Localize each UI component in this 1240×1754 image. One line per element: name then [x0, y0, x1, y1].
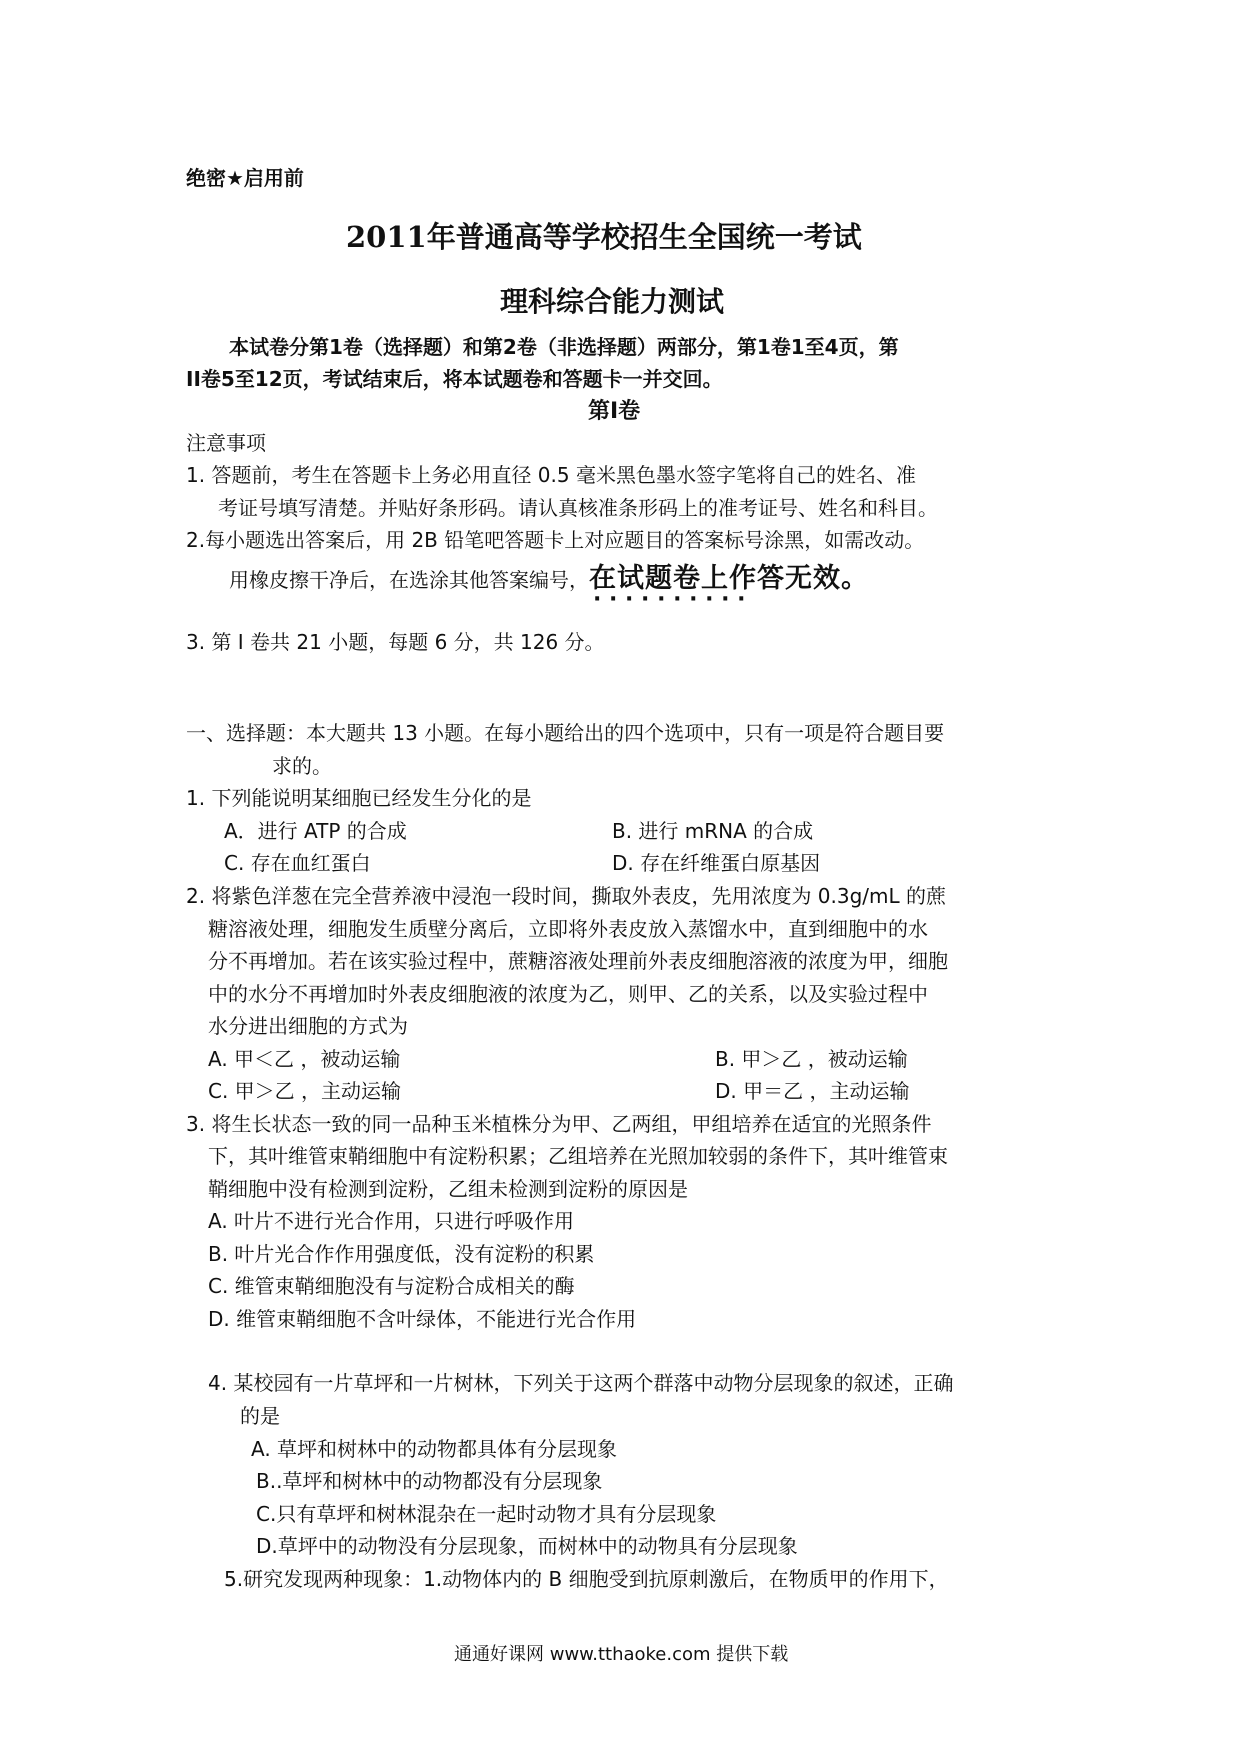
question-stem-line-1: 3. 将生长状态一致的同一品种玉米植株分为甲、乙两组，甲组培养在适宜的光照条件 [186, 1112, 932, 1136]
question-stem-line-2: 下，其叶维管束鞘细胞中有淀粉积累；乙组培养在光照加较弱的条件下，其叶维管束 [208, 1144, 948, 1168]
option-a: A. 甲＜乙 ，被动运输 [208, 1047, 401, 1071]
section-heading-line-1: 一、选择题：本大题共 13 小题。在每小题给出的四个选项中，只有一项是符合题目要 [186, 721, 945, 745]
option-c: C. 维管束鞘细胞没有与淀粉合成相关的酶 [208, 1274, 575, 1298]
option-d: D. 存在纤维蛋白原基因 [612, 851, 821, 875]
question-stem-line-1: 5.研究发现两种现象：1.动物体内的 B 细胞受到抗原刺激后，在物质甲的作用下， [224, 1567, 949, 1591]
notice-item-1-line-1: 1. 答题前，考生在答题卡上务必用直径 0.5 毫米黑色墨水签字笔将自己的姓名、准 [186, 463, 916, 487]
option-c: C. 存在血红蛋白 [224, 851, 371, 875]
option-b: B. 叶片光合作作用强度低，没有淀粉的积累 [208, 1242, 595, 1266]
question-stem-line-2: 的是 [240, 1404, 280, 1428]
option-b: B. 进行 mRNA 的合成 [612, 819, 814, 843]
notice-item-2-line-2 [229, 563, 869, 594]
question-stem-line-3: 鞘细胞中没有检测到淀粉，乙组未检测到淀粉的原因是 [208, 1177, 688, 1201]
secret-mark: 绝密★启用前 [186, 166, 304, 190]
question-stem-line-1: 2. 将紫色洋葱在完全营养液中浸泡一段时间，撕取外表皮，先用浓度为 0.3g/mL 的蔗 [186, 884, 947, 908]
option-d: D.草坪中的动物没有分层现象，而树林中的动物具有分层现象 [256, 1534, 798, 1558]
option-d: D. 甲＝乙 ，主动运输 [715, 1079, 910, 1103]
question-stem-line-3: 分不再增加。若在该实验过程中，蔗糖溶液处理前外表皮细胞溶液的浓度为甲，细胞 [208, 949, 948, 973]
volume-heading: 第I卷 [588, 399, 641, 424]
section-heading-line-2: 求的。 [272, 754, 332, 778]
notice-heading: 注意事项 [186, 431, 266, 455]
option-a: A. 草坪和树林中的动物都具体有分层现象 [251, 1437, 618, 1461]
option-c: C. 甲＞乙 ，主动运输 [208, 1079, 402, 1103]
question-stem-line-2: 糖溶液处理，细胞发生质壁分离后，立即将外表皮放入蒸馏水中，直到细胞中的水 [208, 917, 928, 941]
exam-subtitle: 理科综合能力测试 [500, 285, 725, 318]
option-d: D. 维管束鞘细胞不含叶绿体，不能进行光合作用 [208, 1307, 637, 1331]
option-c: C.只有草坪和树林混杂在一起时动物才具有分层现象 [256, 1502, 717, 1526]
question-stem-line-5: 水分进出细胞的方式为 [208, 1014, 408, 1038]
question-stem-line-1: 4. 某校园有一片草坪和一片树林，下列关于这两个群落中动物分层现象的叙述，正确 [208, 1371, 954, 1395]
notice-item-2-text: 用橡皮擦干净后，在选涂其他答案编号， [229, 568, 589, 592]
intro-line-1: 本试卷分第1卷（选择题）和第2卷（非选择题）两部分，第1卷1至4页，第 [229, 335, 899, 359]
notice-item-3: 3. 第 I 卷共 21 小题，每题 6 分，共 126 分。 [186, 630, 605, 654]
option-b: B. 甲＞乙 ，被动运输 [715, 1047, 908, 1071]
emphasis-warning: 在试题卷上作答无效。 · · [589, 563, 869, 594]
notice-item-2-line-1: 2.每小题选出答案后，用 2B 铅笔吧答题卡上对应题目的答案标号涂黑，如需改动。 [186, 528, 925, 552]
option-a: A. 叶片不进行光合作用，只进行呼吸作用 [208, 1209, 575, 1233]
question-stem: 1. 下列能说明某细胞已经发生分化的是 [186, 786, 532, 810]
page-footer: 通通好课网 www.tthaoke.com 提供下载 [454, 1644, 789, 1665]
option-b: B..草坪和树林中的动物都没有分层现象 [256, 1469, 603, 1493]
notice-item-1-line-2: 考证号填写清楚。并贴好条形码。请认真核准条形码上的准考证号、姓名和科目。 [218, 496, 938, 520]
exam-title: 2011年普通高等学校招生全国统一考试 [346, 220, 862, 254]
intro-line-2: II卷5至12页，考试结束后，将本试题卷和答题卡一并交回。 [186, 367, 723, 391]
option-a: A．进行 ATP 的合成 [224, 819, 407, 843]
question-stem-line-4: 中的水分不再增加时外表皮细胞液的浓度为乙，则甲、乙的关系，以及实验过程中 [208, 982, 928, 1006]
